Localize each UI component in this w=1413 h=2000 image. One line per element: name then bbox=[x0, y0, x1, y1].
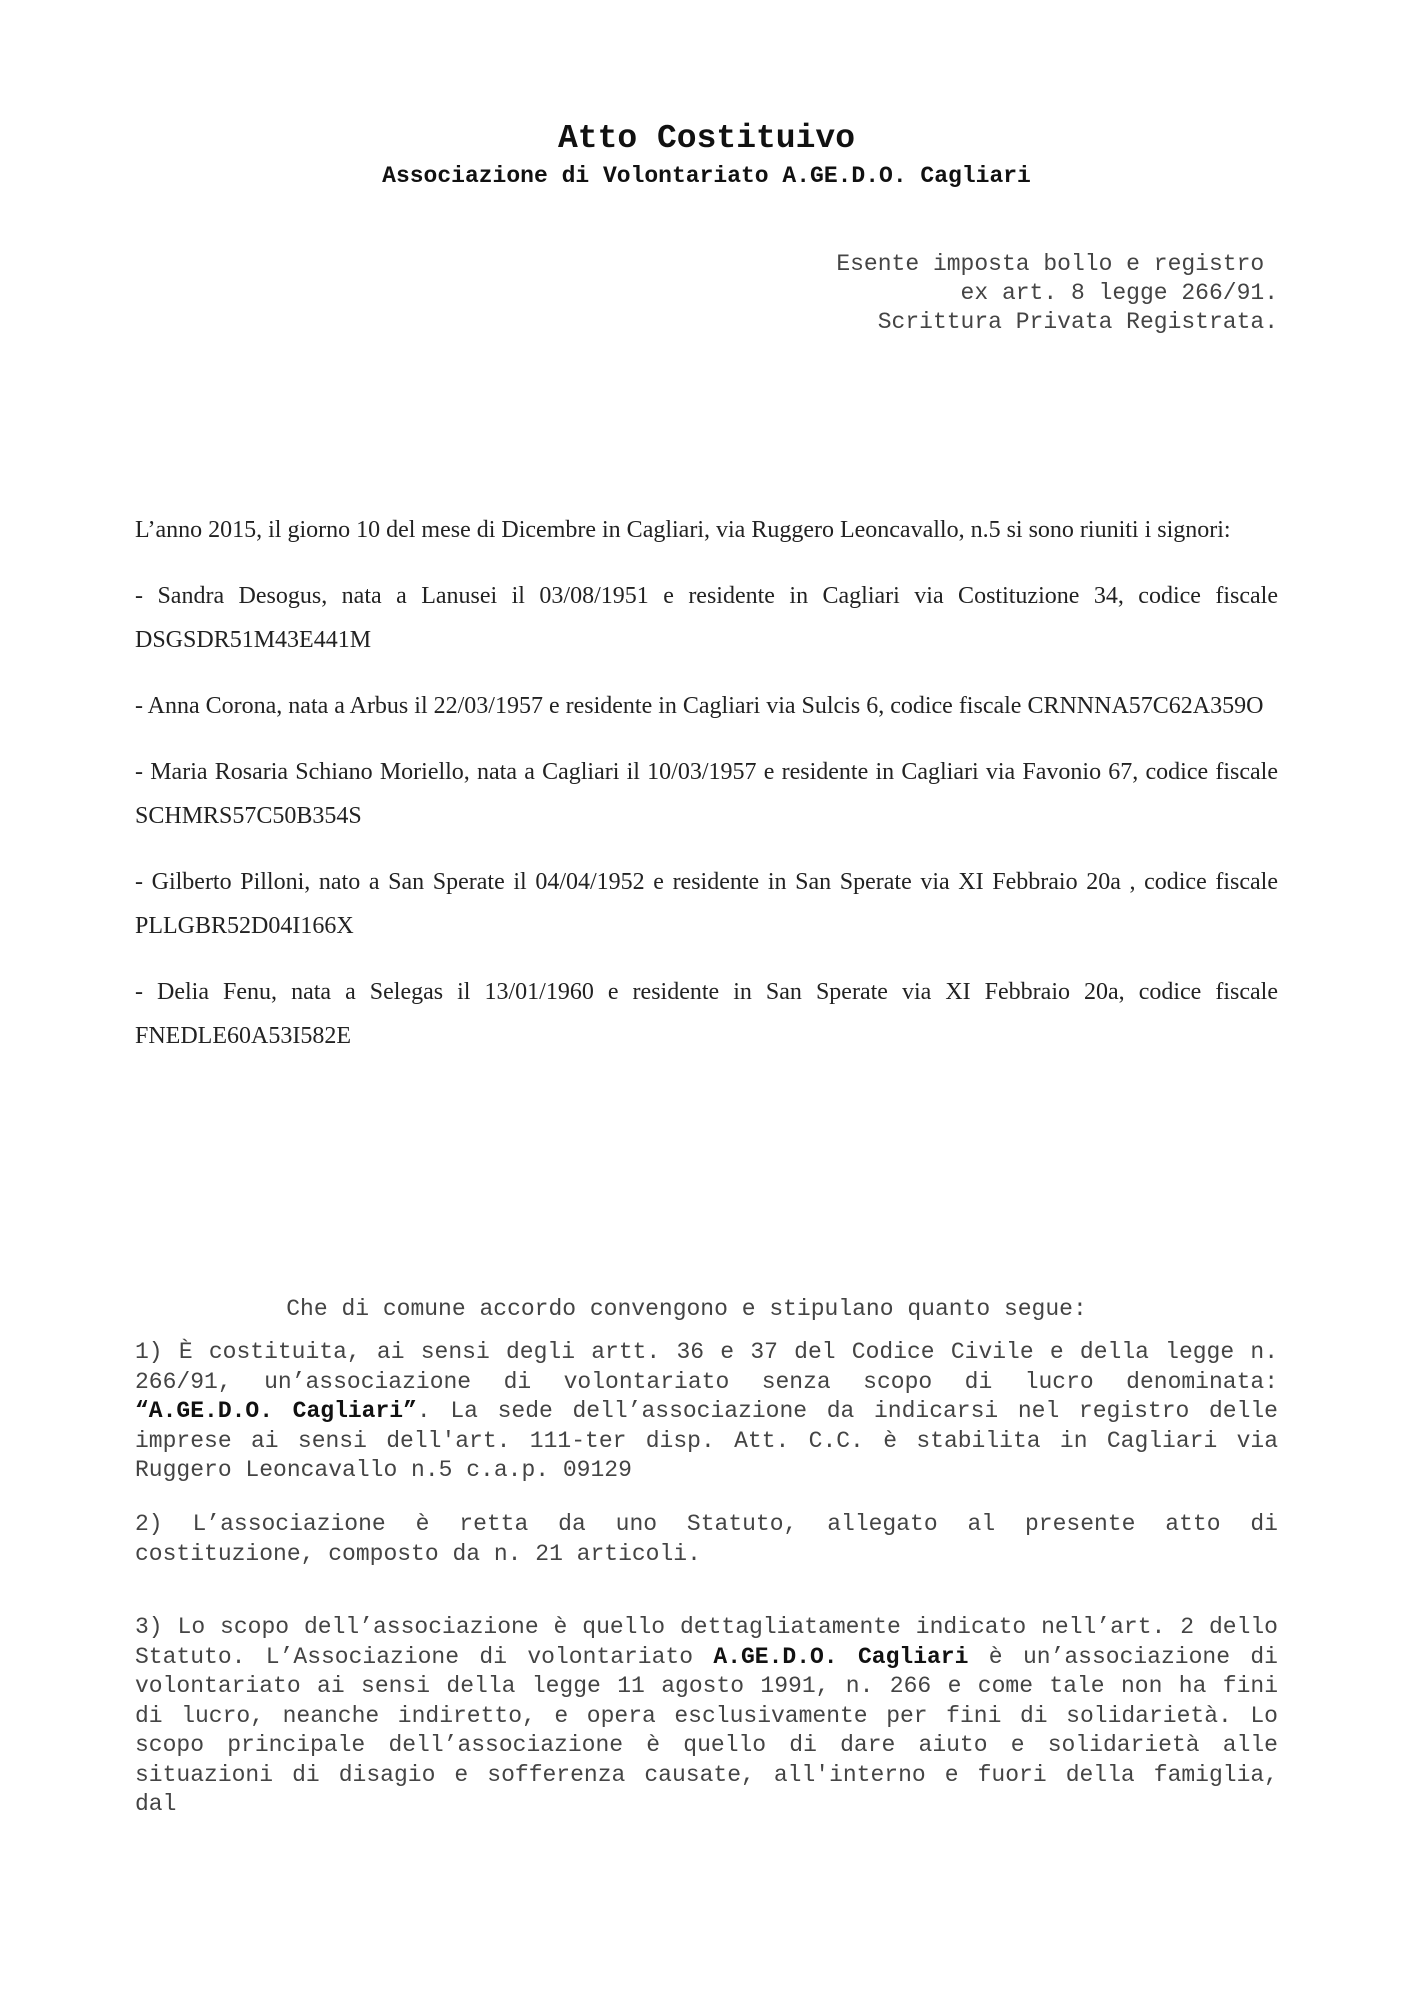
article-2 bbox=[135, 1510, 1278, 1569]
agreement-heading bbox=[0, 1296, 1413, 1322]
member-entry: - Gilberto Pilloni, nato a San Sperate il 04/04/1952 e residente in San Sperate via XI Febbraio 20a , codice fiscale PLLGBR52D04I166X bbox=[135, 869, 1278, 939]
article-3-text-cont: è un’associazione di volontariato ai sensi della legge 11 agosto 1991, n. 266 e come tale non ha fini di lucro, neanche indiretto, e opera esclusivamente per fini di solidarietà. Lo scopo principale dell’associazione è quello di dare aiuto e solidarietà alle situazioni di disagio e sofferenza causate, all'interno e fuori della famiglia, dal bbox=[135, 1643, 1278, 1817]
intro-paragraph: L’anno 2015, il giorno 10 del mese di Dicembre in Cagliari, via Ruggero Leoncavallo, n.5 si sono riuniti i signori: bbox=[135, 517, 1231, 543]
tax-exemption-note bbox=[836, 250, 1278, 337]
association-name: “A.GE.D.O. Cagliari” bbox=[135, 1398, 417, 1424]
association-name: A.GE.D.O. Cagliari bbox=[713, 1643, 969, 1670]
article-1-text: 1) È costituita, ai sensi degli artt. 36 e 37 del Codice Civile e della legge n. 266/91, un’associazione di volontariato senza scopo di lucro denominata: bbox=[135, 1339, 1278, 1395]
document-subtitle: Associazione di Volontariato A.GE.D.O. Cagliari bbox=[382, 163, 1031, 189]
article-1 bbox=[135, 1338, 1278, 1486]
article-3 bbox=[135, 1613, 1278, 1820]
agreement-heading-text: Che di comune accordo convengono e stipulano quanto segue: bbox=[286, 1296, 1087, 1322]
member-entry: - Anna Corona, nata a Arbus il 22/03/1957 e residente in Cagliari via Sulcis 6, codice fiscale CRNNNA57C62A359O bbox=[135, 693, 1264, 719]
document-title: Atto Costituivo bbox=[557, 120, 856, 157]
member-entry: - Maria Rosaria Schiano Moriello, nata a Cagliari il 10/03/1957 e residente in Cagliari via Favonio 67, codice fiscale SCHMRS57C50B354S bbox=[135, 759, 1278, 829]
member-entry: - Sandra Desogus, nata a Lanusei il 03/08/1951 e residente in Cagliari via Costituzione 34, codice fiscale DSGSDR51M43E441M bbox=[135, 583, 1278, 653]
article-1-text-cont: . La sede dell’associazione da indicarsi nel registro delle imprese ai sensi dell'art. 111-ter disp. Att. C.C. è stabilita in Cagliari via Ruggero Leoncavallo n.5 c.a.p. 09129 bbox=[135, 1398, 1278, 1483]
exemption-line-1: Esente imposta bollo e registro bbox=[836, 251, 1278, 277]
article-3-text: 3) Lo scopo dell’associazione è quello dettagliatamente indicato nell’art. 2 dello Statuto. L’Associazione di volontariato bbox=[135, 1614, 1278, 1670]
article-2-text: 2) L’associazione è retta da uno Statuto, allegato al presente atto di costituzione, composto da n. 21 articoli. bbox=[135, 1511, 1278, 1567]
exemption-line-2: ex art. 8 legge 266/91. bbox=[960, 280, 1278, 306]
member-entry: - Delia Fenu, nata a Selegas il 13/01/1960 e residente in San Sperate via XI Febbraio 20a, codice fiscale FNEDLE60A53I582E bbox=[135, 979, 1278, 1049]
founders-section bbox=[135, 508, 1278, 1080]
exemption-line-3: Scrittura Privata Registrata. bbox=[877, 309, 1278, 335]
